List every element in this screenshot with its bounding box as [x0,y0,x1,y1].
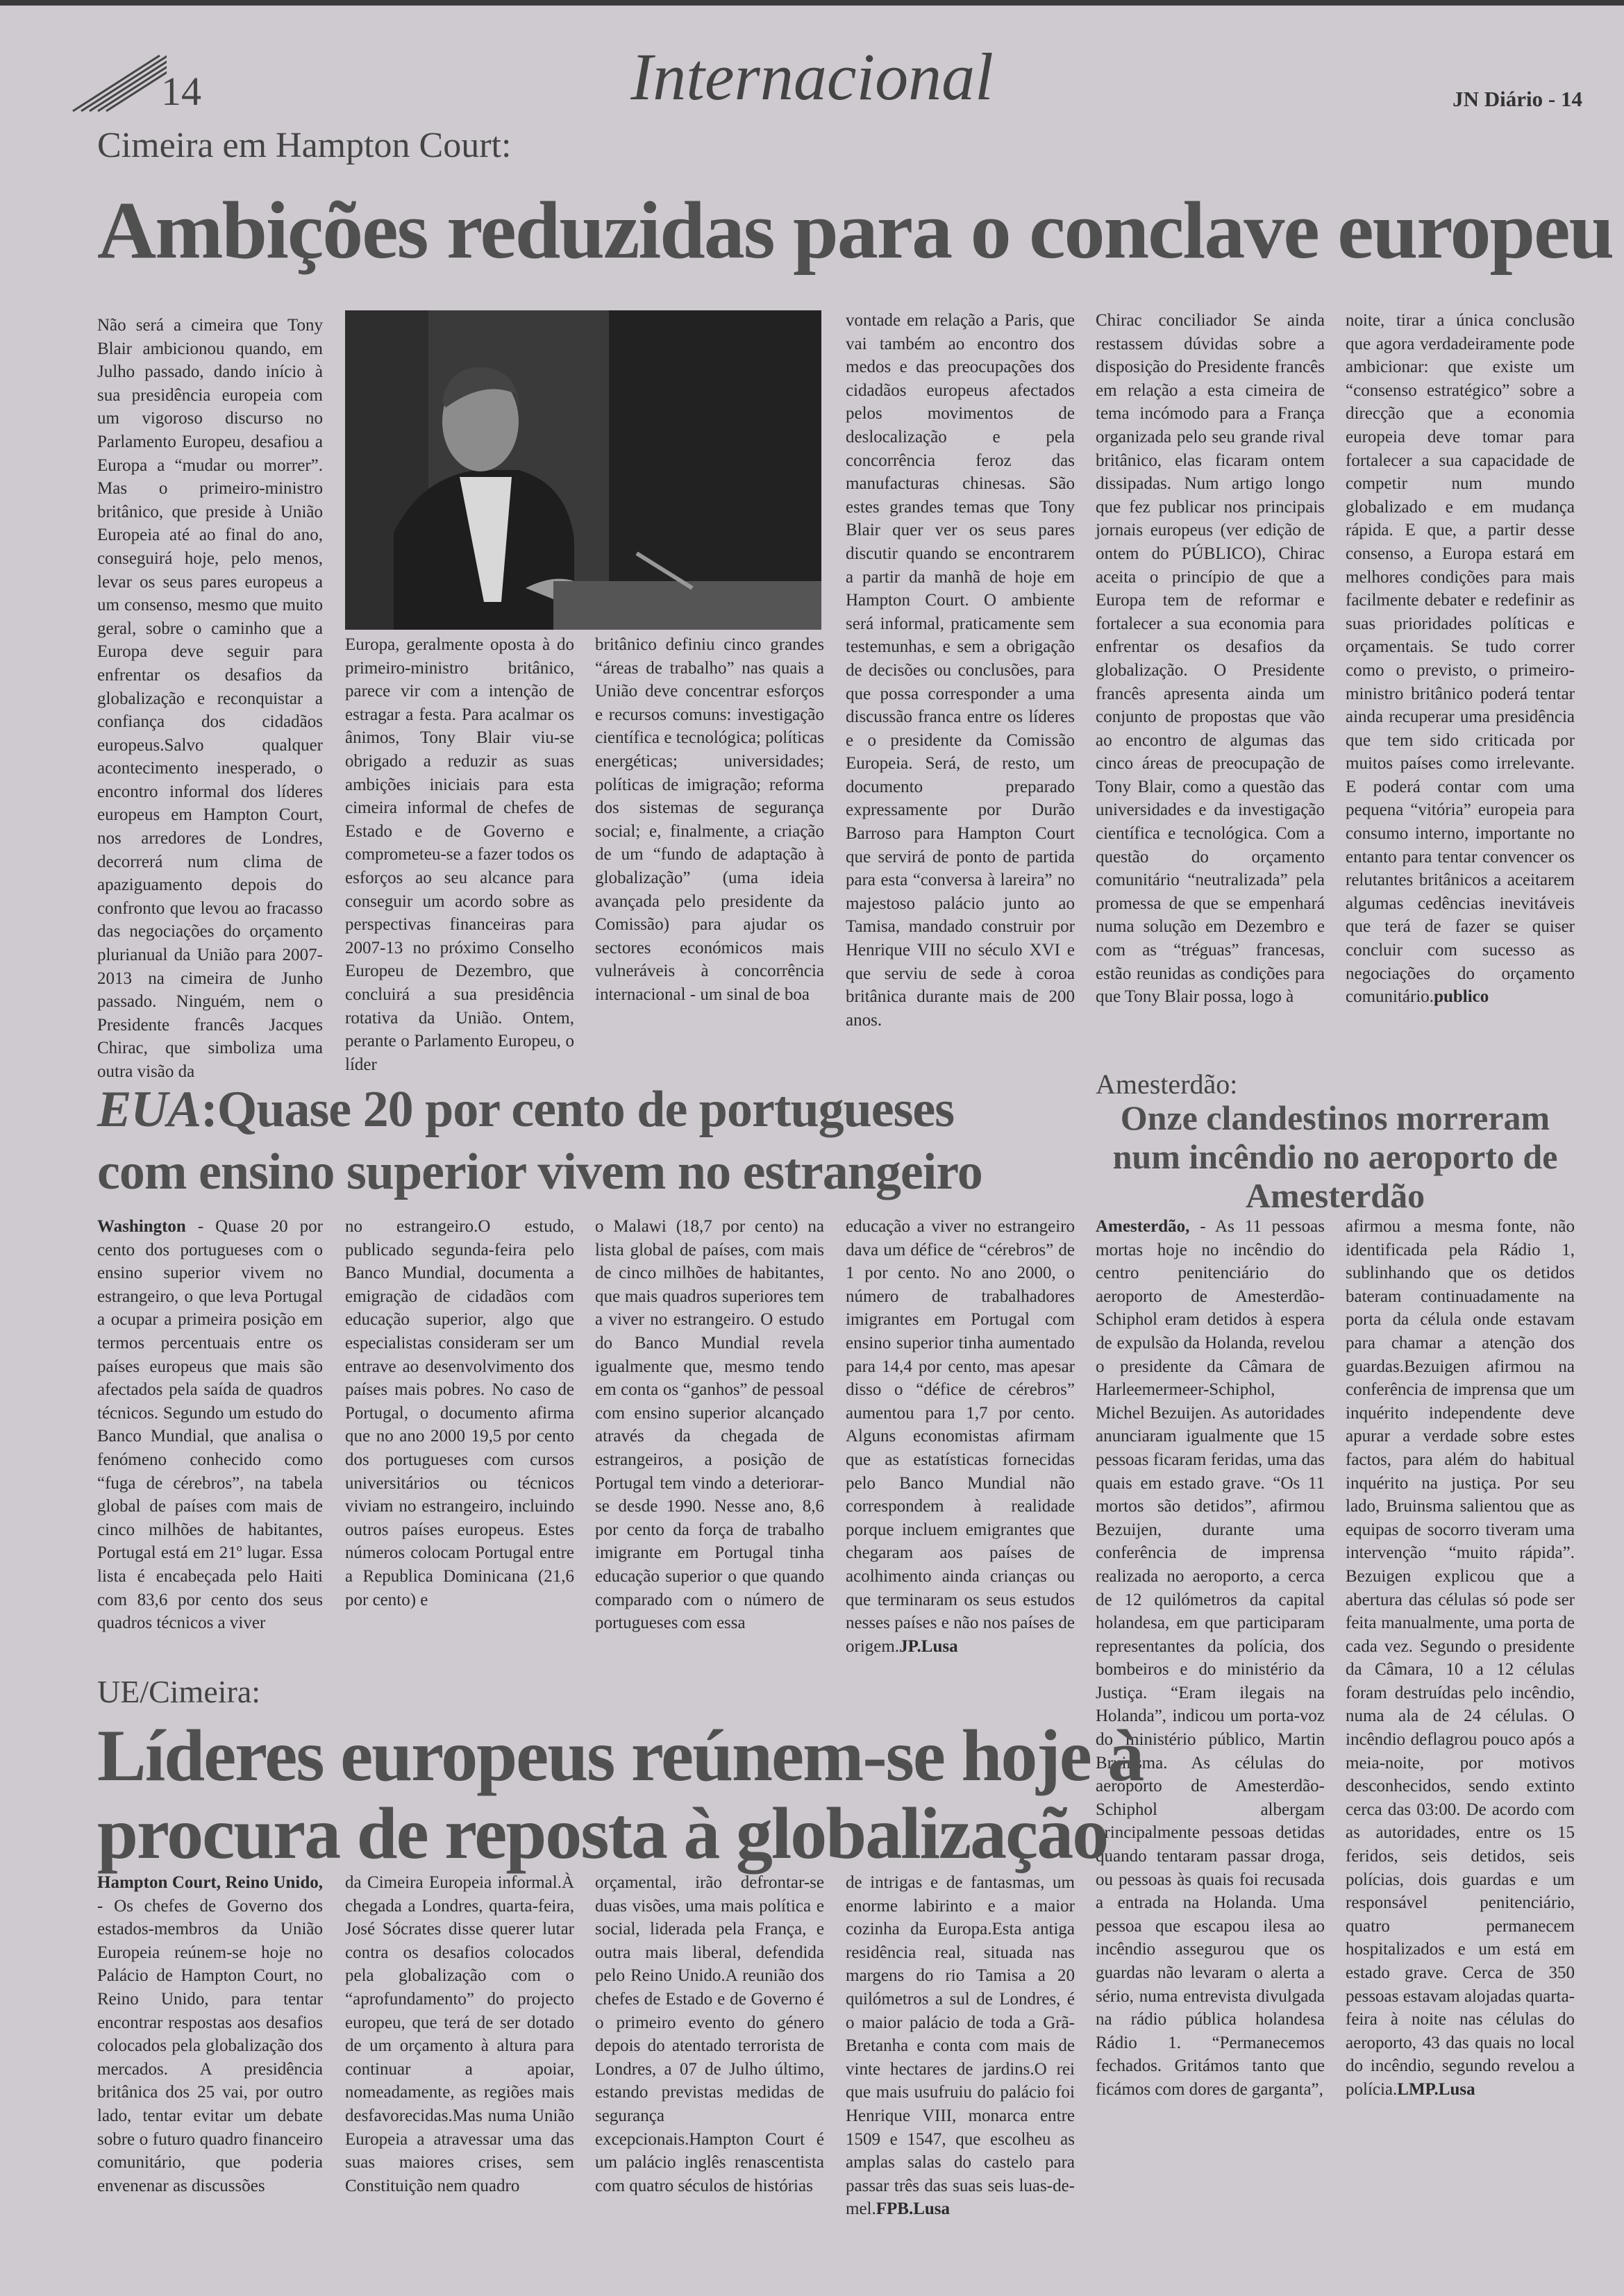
article4-col4: de intrigas e de fantasmas, um enorme labirinto e a maior cozinha da Europa.Esta antiga residência real, situada nas margens do rio Tamisa a 20 quilómetros a sul de Londres, é o maior palácio de toda a Grã-Bretanha e conta com mais de vinte hectares de jardins.O rei que mais usufruiu do palácio foi Henrique VIII, monarca entre 1509 e 1547, que escolheu as amplas salas do castelo para passar três das suas seis luas-de-mel.FPB.Lusa [846,1873,1075,2219]
article1-photo [345,310,821,630]
article4-col3: orçamental, irão defrontar-se duas visões, uma mais política e social, liderada pela França, e outra mais liberal, defendida pelo Reino Unido.A reunião dos chefes de Estado e de Governo é o primeiro evento do género depois do atentado terrorista de Londres, a 07 de Julho último, estando previstas medidas de segurança excepcionais.Hampton Court é um palácio inglês renascentista com quatro séculos de histórias [595,1873,824,2195]
article4-col1: Hampton Court, Reino Unido, - Os chefes de Governo dos estados-membros da União Europeia reúnem-se hoje no Palácio de Hampton Court, no Reino Unido, para tentar encontrar respostas aos desafios colocados pela globalização dos mercados. A presidência britânica dos 25 vai, por outro lado, tentar evitar um debate sobre o futuro quadro financeiro comunitário, que poderia envenenar as discussões [97,1873,323,2195]
article2-headline-line2: com ensino superior vivem no estrangeiro [97,1143,982,1200]
publication-label: JN Diário - 14 [1453,87,1582,111]
article4-headline-line2: procura de reposta à globalização [97,1793,1108,1874]
article1-col5: Chirac conciliador Se ainda restassem dúvidas sobre a disposição do Presidente francês em relação a esta cimeira de tema incómodo para a França organizada pelo seu grande rival britânico, elas ficaram ontem dissipadas. Num artigo longo que fez publicar nos principais jornais europeus (ver edição de ontem do PÚBLICO), Chirac aceita o princípio de que a Europa tem de reformar e fortalecer a sua economia para enfrentar os desafios da globalização. O Presidente francês apresenta ainda um conjunto de propostas que vão ao encontro de algumas das cinco áreas de preocupação de Tony Blair, como a questão das universidades e da investigação científica e tecnológica. Com a questão do orçamento comunitário “neutralizada” pela promessa de que se empenhará numa solução em Dezembro e com as “tréguas” francesas, estão reunidas as condições para que Tony Blair possa, logo à [1096,311,1325,1007]
article2-col4: educação a viver no estrangeiro dava um défice de “cérebros” de 1 por cento. No ano 2000, o número de trabalhadores imigrantes em Portugal com ensino superior tinha aumentado para 14,4 por cento, mas apesar disso o “défice de cérebros” aumentou para 1,7 por cento. Alguns economistas afirmam que as estatísticas fornecidas pelo Banco Mundial não correspondem à realidade porque incluem emigrantes que chegaram aos países de acolhimento ainda crianças ou que terminaram os seus estudos nesses países e não nos países de origem.JP.Lusa [846,1217,1075,1656]
article4-col2: da Cimeira Europeia informal.À chegada a Londres, quarta-feira, José Sócrates disse querer lutar contra os desafios colocados pela globalização com o “aprofundamento” do projecto europeu, que terá de ser dotado de um orçamento à altura para continuar a apoiar, nomeadamente, as regiões mais desfavorecidas.Mas numa União Europeia a atravessar uma das suas maiores crises, sem Constituição nem quadro [345,1873,574,2195]
article2-headline: EUA:Quase 20 por cento de portugueses [97,1081,955,1138]
article4-headline-line1: Líderes europeus reúnem-se hoje à [97,1715,1144,1796]
article3-headline: Onze clandestinos morreram num incêndio no aeroporto de Amesterdão [1112,1098,1558,1215]
article1-col6: noite, tirar a única conclusão que agora verdadeiramente pode ambicionar: que existe um “consenso estratégico” sobre a direcção que a economia europeia deve tomar para fortalecer a sua capacidade de competir num mundo globalizado e em mudança rápida. E que, a partir desse consenso, a Europa estará em melhores condições para mais facilmente debater e redefinir as suas prioridades políticas e orçamentais. Se tudo correr como o previsto, o primeiro-ministro britânico poderá tentar ainda recuperar uma presidência que tem sido criticada por muitos países como irrelevante. E poderá contar com uma pequena “vitória” europeia para consumo interno, importante no entanto para tentar convencer os relutantes britânicos a aceitarem algumas cedências inevitáveis que terá de fazer se quiser concluir com sucesso as negociações do orçamento comunitário.publico [1346,311,1575,1007]
article3-kicker: Amesterdão: [1096,1069,1238,1100]
top-rule [0,0,1624,6]
article1-col4: vontade em relação a Paris, que vai também ao encontro dos medos e das preocupações dos cidadãos europeus afectados pelos movimentos de deslocalização e pela concorrência feroz das manufacturas chinesas. São estes grandes temas que Tony Blair quer ver os seus pares discutir quando se encontrarem a partir da manhã de hoje em Hampton Court. O ambiente será informal, praticamente sem testemunhas, e sem a obrigação de decisões ou conclusões, para que possa corresponder a uma discussão franca entre os líderes e o presidente da Comissão Europeia. Será, de resto, um documento preparado expressamente por Durão Barroso para Hampton Court que servirá de ponto de partida para esta “conversa à lareira” no majestoso palácio junto ao Tamisa, mandado construir por Henrique VIII no século XVI e que serviu de sede à coroa britânica durante mais de 200 anos. [846,311,1075,1030]
article3-signature: LMP.Lusa [1397,2079,1475,2099]
article3-col2: afirmou a mesma fonte, não identificada pela Rádio 1, sublinhando que os detidos bateram continuadamente na porta da célula onde estavam para chamar a atenção dos guardas.Bezuigen afirmou na conferência de imprensa que um inquérito independente deve apurar a verdade sobre estes factos, para além do habitual inquérito na justiça. Por seu lado, Bruinsma salientou que as equipas de socorro tiveram uma intervenção “muito rápida”. Bezuigen explicou que a abertura das células só pode ser feita manualmente, uma porta de cada vez. Segundo o presidente da Câmara, 10 a 12 células foram destruídas pelo incêndio, numa ala de 24 células. O incêndio deflagrou pouco após a meia-noite, por motivos desconhecidos, sendo extinto cerca das 03:00. De acordo com as autoridades, entre os 15 feridos, seis detidos, seis polícias, dois guardas e um responsável penitenciário, quatro permanecem hospitalizados e um está em estado grave. Cerca de 350 pessoas estavam alojadas quarta-feira à noite nas células do aeroporto, 43 das quais no local do incêndio, segundo revelou a polícia.LMP.Lusa [1346,1217,1575,2099]
section-title: Internacional [630,40,994,114]
article1-col2: Europa, geralmente oposta à do primeiro-ministro britânico, parece vir com a intenção de estragar a festa. Para acalmar os ânimos, Tony Blair viu-se obrigado a reduzir as suas ambições iniciais para esta cimeira informal de chefes de Estado e de Governo e comprometeu-se a fazer todos os esforços ao seu alcance para conseguir um acordo sobre as perspectivas financeiras para 2007-13 no próximo Conselho Europeu de Dezembro, que concluirá a sua presidência rotativa da União. Ontem, perante o Parlamento Europeu, o líder [345,635,574,1074]
article4-kicker: UE/Cimeira: [97,1674,261,1709]
article2-col1: Washington - Quase 20 por cento dos portugueses com o ensino superior vivem no estrangeiro, o que leva Portugal a ocupar a primeira posição em termos percentuais entre os países europeus que mais são afectados pela saída de quadros técnicos. Segundo um estudo do Banco Mundial, que analisa o fenómeno conhecido como “fuga de cérebros”, na tabela global de países com mais de cinco milhões de habitantes, Portugal está em 21º lugar. Essa lista é encabeçada pelo Haiti com 83,6 por cento dos seus quadros técnicos a viver [97,1217,323,1633]
article3-col1: Amesterdão, - As 11 pessoas mortas hoje no incêndio do centro penitenciário do aeroporto de Amesterdão-Schiphol eram detidos à espera de expulsão da Holanda, revelou o presidente da Câmara de Harleemermeer-Schiphol, Michel Bezuijen. As autoridades anunciaram igualmente que 15 pessoas ficaram feridas, uma das quais em estado grave. “Os 11 mortos são detidos”, afirmou Bezuijen, durante uma conferência de imprensa realizada no aeroporto, a cerca de 12 quilómetros da capital holandesa, em que participaram representantes da polícia, dos bombeiros e do ministério da Justiça. “Eram ilegais na Holanda”, indicou um porta-voz do ministério público, Martin Bruinsma. As células do aeroporto de Amesterdão-Schiphol albergam principalmente pessoas detidas quando tentaram passar droga, ou pessoas às quais foi recusada a entrada na Holanda. Uma pessoa que escapou ilesa ao incêndio assegurou que os guardas não levaram o alerta a sério, numa entrevista divulgada na rádio pública holandesa Rádio 1. “Permanecemos fechados. Gritámos tanto que ficámos com dores de garganta”, [1096,1217,1325,2099]
article1-headline: Ambições reduzidas para o conclave europeu [97,185,1614,276]
article1-col1: Não será a cimeira que Tony Blair ambicionou quando, em Julho passado, dando início à sua presidência europeia com um vigoroso discurso no Parlamento Europeu, desafiou a Europa a “mudar ou morrer”. Mas o primeiro-ministro britânico, que preside à União Europeia até ao final do ano, conseguirá hoje, pelo menos, levar os seus pares europeus a um consenso, mesmo que muito geral, sobre o caminho que a Europa deve seguir para enfrentar os desafios da globalização e reconquistar a confiança dos cidadãos europeus.Salvo qualquer acontecimento inesperado, o encontro informal dos líderes europeus em Hampton Court, nos arredores de Londres, decorrerá num clima de apaziguamento depois do confronto que levou ao fracasso das negociações do orçamento plurianual da União para 2007-2013 na cimeira de Junho passado. Ninguém, nem o Presidente francês Jacques Chirac, que simboliza uma outra visão da [97,316,323,1081]
article1-kicker: Cimeira em Hampton Court: [97,126,512,165]
article2-col2: no estrangeiro.O estudo, publicado segunda-feira pelo Banco Mundial, documenta a emigração de cidadãos com educação superior, algo que especialistas consideram ser um entrave ao desenvolvimento dos países mais pobres. No caso de Portugal, o documento afirma que no ano 2000 19,5 por cento dos portugueses com cursos universitários ou técnicos viviam no estrangeiro, incluindo outros países europeus. Estes números colocam Portugal entre a Republica Dominicana (21,6 por cento) e [345,1217,574,1609]
article2-signature: JP.Lusa [899,1636,958,1656]
page-number: 14 [161,69,201,114]
article2-col3: o Malawi (18,7 por cento) na lista global de países, com mais de cinco milhões de habitantes, que mais quadros superiores tem a viver no estrangeiro. O estudo do Banco Mundial revela igualmente que, mesmo tendo em conta os “ganhos” de pessoal com ensino superior alcançado através da chegada de estrangeiros, a posição de Portugal tem vindo a deteriorar- se desde 1990. Nesse ano, 8,6 por cento da força de trabalho imigrante em Portugal tinha educação superior o que quando comparado com o número de portugueses com essa [595,1217,824,1633]
article1-col3: britânico definiu cinco grandes “áreas de trabalho” nas quais a União deve concentrar esforços e recursos comuns: investigação científica e tecnológica; políticas energéticas; universidades; políticas de imigração; reforma dos sistemas de segurança social; e, finalmente, a criação de um “fundo de adaptação à globalização” (uma ideia avançada pelo presidente da Comissão) para ajudar os sectores económicos mais vulneráveis à concorrência internacional - um sinal de boa [595,635,824,1004]
article4-signature: FPB.Lusa [876,2199,951,2219]
article1-signature: publico [1434,987,1489,1007]
